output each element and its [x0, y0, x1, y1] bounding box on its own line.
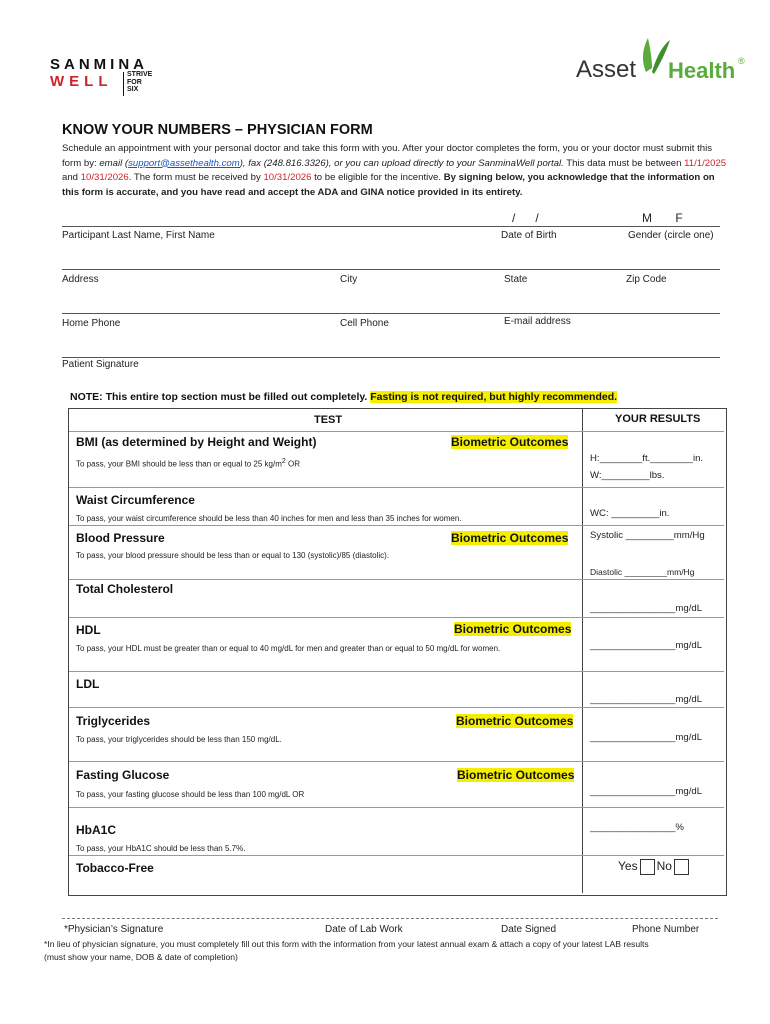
row-divider — [69, 707, 724, 708]
bp-biometric-outcomes: Biometric Outcomes — [451, 531, 569, 545]
intro-paragraph: Schedule an appointment with your personal doctor and take this form with you. After your doctor completes the form, you or your doctor must submit this form by: email (support@assethealth.com), fax (248.816.3326), or you can upload directly to your SanminaWell portal. This data must be between 11/1/2025 and 10/31/2026. The form must be received by 10/31/2026 to be eligible for the incentive. By signing below, you acknowledge that the information on this form is accurate, and you have read and accept the ADA and GINA notice provided in its entirety. — [62, 143, 727, 198]
row-divider — [69, 579, 724, 580]
hba1c-note: To pass, your HbA1C should be less than 5.7%. — [76, 844, 246, 853]
cell-phone-label: Cell Phone — [340, 318, 389, 329]
support-email-link[interactable]: support@assethealth.com — [128, 157, 240, 169]
diastolic-field[interactable]: Diastolic _________mm/Hg — [590, 567, 695, 577]
state-label: State — [504, 274, 528, 285]
patient-signature-line[interactable] — [62, 357, 720, 358]
results-column-header: YOUR RESULTS — [615, 413, 701, 425]
patient-signature-label: Patient Signature — [62, 359, 139, 370]
ldl-title: LDL — [76, 677, 100, 691]
hdl-note: To pass, your HDL must be greater than or equal to 40 mg/dL for men and greater than or equal to 50 mg/dL for women. — [76, 644, 501, 653]
note-line: NOTE: This entire top section must be filled out completely. Fasting is not required, but highly recommended. — [70, 391, 618, 403]
triglycerides-title: Triglycerides — [76, 714, 151, 728]
triglycerides-biometric-outcomes: Biometric Outcomes — [456, 714, 574, 728]
city-label: City — [340, 274, 358, 285]
cholesterol-title: Total Cholesterol — [76, 582, 174, 596]
hdl-field[interactable]: ________________mg/dL — [590, 640, 703, 651]
logo-health-text: Health — [668, 58, 736, 83]
zip-label: Zip Code — [626, 274, 667, 285]
physician-signature-line[interactable] — [62, 918, 718, 919]
bmi-biometric-outcomes: Biometric Outcomes — [451, 435, 569, 449]
logo-asset-text: Asset — [576, 56, 637, 83]
lab-date-label: Date of Lab Work — [325, 924, 403, 935]
footer-note: *In lieu of physician signature, you must completely fill out this form with the information from your latest annual exam & attach a copy of your latest LAB results (must show your name, DOB & date of completion) — [44, 939, 649, 962]
row-divider — [69, 761, 724, 762]
asset-health-logo — [576, 34, 748, 84]
row-divider — [69, 671, 724, 672]
column-divider — [582, 409, 583, 893]
address-line[interactable] — [62, 269, 720, 270]
logo-well-text: WELL — [50, 73, 113, 90]
systolic-field[interactable]: Systolic _________mm/Hg — [590, 530, 705, 541]
logo-sanmina-text: SANMINA — [50, 56, 148, 73]
bp-title: Blood Pressure — [76, 531, 165, 545]
tobacco-answer: Yes No — [618, 859, 691, 875]
bmi-note: To pass, your BMI should be less than or equal to 25 $kg/m^2$ OR — [76, 458, 301, 469]
header-row-divider — [69, 431, 724, 432]
waist-title: Waist Circumference — [76, 493, 195, 507]
phone-number-label: Phone Number — [632, 924, 700, 935]
results-table — [68, 408, 727, 896]
dob-label: Date of Birth — [501, 230, 557, 241]
row-divider — [69, 617, 724, 618]
glucose-title: Fasting Glucose — [76, 768, 170, 782]
no-checkbox[interactable] — [674, 859, 689, 875]
row-divider — [69, 855, 724, 856]
glucose-biometric-outcomes: Biometric Outcomes — [457, 768, 575, 782]
sanmina-well-logo — [50, 56, 170, 98]
participant-name-line[interactable] — [62, 226, 720, 227]
glucose-note: To pass, your fasting glucose should be less than 100 mg/dL OR — [76, 790, 305, 799]
phone-line[interactable] — [62, 313, 720, 314]
hba1c-title: HbA1C — [76, 823, 117, 837]
gender-options[interactable]: M F — [642, 211, 683, 225]
hdl-title: HDL — [76, 623, 101, 637]
address-label: Address — [62, 274, 99, 285]
hba1c-field[interactable]: ________________% — [590, 822, 684, 833]
date-signed-label: Date Signed — [501, 924, 557, 935]
leaf-icon — [638, 34, 672, 76]
triglycerides-field[interactable]: ________________mg/dL — [590, 732, 703, 743]
triglycerides-note: To pass, your triglycerides should be less than 150 mg/dL. — [76, 735, 282, 744]
logo-divider — [123, 72, 124, 96]
logo-tagline: STRIVE FOR SIX — [127, 71, 153, 93]
row-divider — [69, 807, 724, 808]
bmi-title: BMI (as determined by Height and Weight) — [76, 435, 317, 449]
physician-signature-label: *Physician’s Signature — [64, 924, 164, 935]
bmi-weight-field[interactable]: W:_________lbs. — [590, 470, 665, 481]
bmi-height-field[interactable]: H:________ft.________in. — [590, 453, 704, 464]
gender-label: Gender (circle one) — [628, 230, 714, 241]
registered-mark: ® — [738, 56, 745, 66]
email-label: E-mail address — [504, 316, 571, 327]
participant-name-label: Participant Last Name, First Name — [62, 230, 215, 241]
waist-note: To pass, your waist circumference should be less than 40 inches for men and less than 35 inches for women. — [76, 514, 462, 523]
row-divider — [69, 525, 724, 526]
yes-checkbox[interactable] — [640, 859, 655, 875]
hdl-biometric-outcomes: Biometric Outcomes — [454, 622, 572, 636]
home-phone-label: Home Phone — [62, 318, 121, 329]
row-divider — [69, 487, 724, 488]
ldl-field[interactable]: ________________mg/dL — [590, 694, 703, 705]
glucose-field[interactable]: ________________mg/dL — [590, 786, 703, 797]
waist-field[interactable]: WC: _________in. — [590, 508, 670, 519]
cholesterol-field[interactable]: ________________mg/dL — [590, 603, 703, 614]
tobacco-title: Tobacco-Free — [76, 861, 154, 875]
form-title: KNOW YOUR NUMBERS – PHYSICIAN FORM — [62, 122, 373, 138]
test-column-header: TEST — [314, 414, 343, 426]
dob-slashes: / / — [512, 211, 539, 225]
bp-note: To pass, your blood pressure should be less than or equal to 130 (systolic)/85 (diastolic). — [76, 551, 390, 560]
